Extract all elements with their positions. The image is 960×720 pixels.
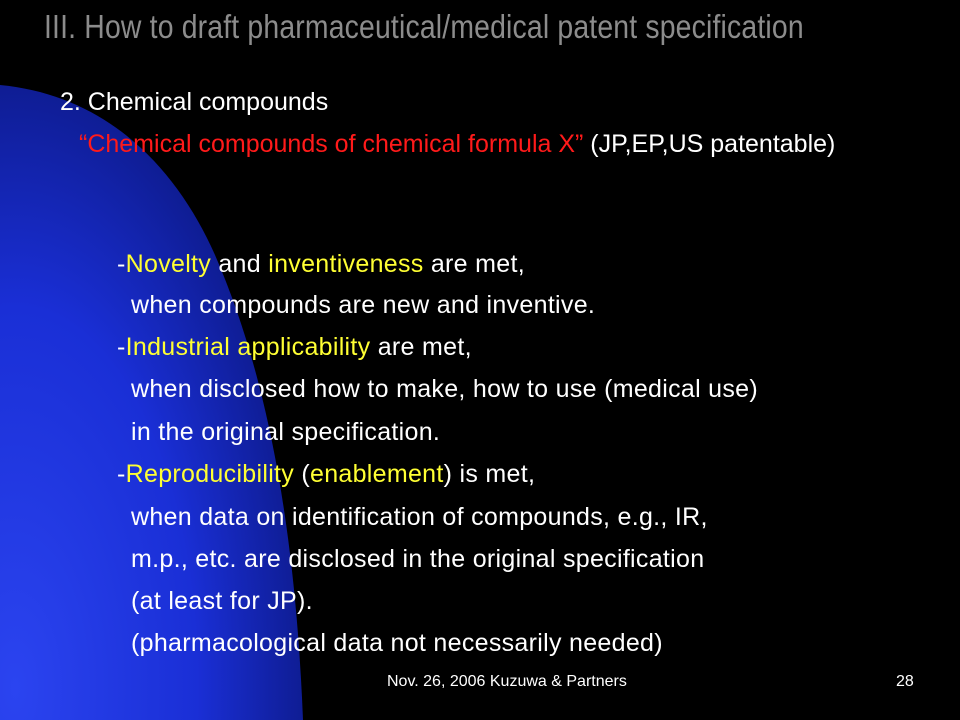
dash: - [117,250,126,278]
novelty-line [117,250,525,279]
dash: - [117,460,126,488]
claim-quoted-text: “Chemical compounds of chemical formula X” [79,130,584,158]
industrial-detail-2: in the original specification. [131,418,441,446]
industrial-detail-1: when disclosed how to make, how to use (medical use) [131,375,759,403]
reproducibility-detail-2: m.p., etc. are disclosed in the original specification [131,545,705,573]
industrial-line [117,333,472,362]
industrial-rest: are met, [370,333,472,361]
enablement-term: enablement [309,460,444,488]
claim-statement [79,130,929,159]
reproducibility-open: ( [294,460,310,488]
section-heading: 2. Chemical compounds [60,88,329,116]
reproducibility-detail-3: (at least for JP). [131,587,313,615]
novelty-rest: are met, [423,250,525,278]
slide-number: 28 [896,673,914,690]
inventiveness-term: inventiveness [268,250,424,278]
novelty-term: Novelty [125,250,212,278]
dash: - [117,333,126,361]
reproducibility-term: Reproducibility [125,460,295,488]
claim-rest-text: (JP,EP,US patentable) [583,130,836,158]
reproducibility-rest: ) is met, [443,460,536,488]
novelty-detail: when compounds are new and inventive. [131,291,596,319]
slide-title: III. How to draft pharmaceutical/medical patent specification [44,8,804,45]
reproducibility-detail-1: when data on identification of compounds, e.g., IR, [131,503,708,531]
reproducibility-detail-4: (pharmacological data not necessarily needed) [131,629,663,657]
footer-text: Nov. 26, 2006 Kuzuwa & Partners [387,673,627,690]
reproducibility-line [117,460,535,489]
novelty-and: and [211,250,269,278]
industrial-applicability-term: Industrial applicability [125,333,371,361]
